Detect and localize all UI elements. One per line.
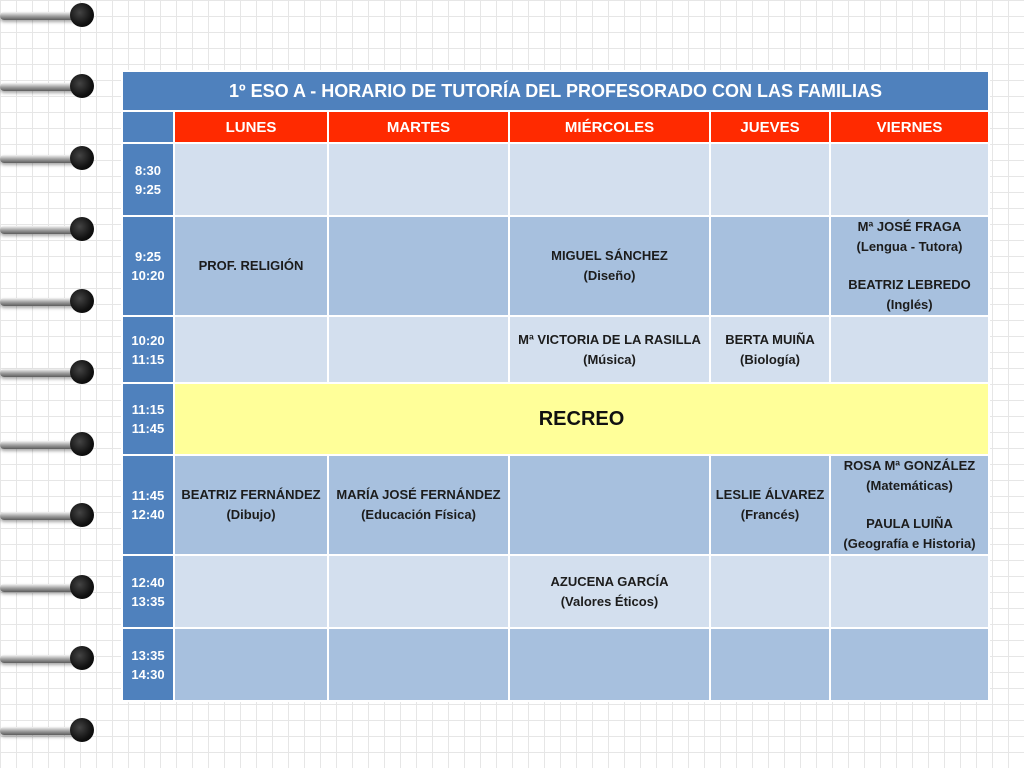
time-end: 11:45 [131,421,165,436]
teacher-name: PAULA LUIÑA [866,516,953,531]
time-start: 13:35 [131,647,165,663]
schedule-cell [710,555,830,628]
schedule-cell [830,316,989,383]
teacher-name: LESLIE ÁLVAREZ [715,487,825,502]
teacher-subject: (Educación Física) [361,507,476,522]
day-header-jueves: JUEVES [710,111,830,143]
teacher-subject: (Música) [583,351,636,367]
teacher-subject: (Geografía e Historia) [843,536,976,551]
schedule-cell [830,555,989,628]
time-slot [122,383,174,455]
teacher-subject: (Diseño) [583,268,636,283]
schedule-table [121,70,990,702]
time-end: 11:15 [131,351,165,367]
schedule-cell [830,216,989,316]
time-end: 14:30 [131,666,165,682]
schedule-cell [328,216,509,316]
binding-ring [0,216,98,246]
teacher-name: MARÍA JOSÉ FERNÁNDEZ [336,487,501,502]
time-slot [122,316,174,383]
day-header-martes: MARTES [328,111,509,143]
schedule-cell [174,555,328,628]
schedule-cell [328,143,509,216]
teacher-subject: (Biología) [740,351,800,367]
time-slot [122,455,174,555]
time-slot [122,216,174,316]
schedule-title: 1º ESO A - HORARIO DE TUTORÍA DEL PROFESORADO CON LAS FAMILIAS [122,71,989,111]
teacher-subject: (Francés) [740,507,800,522]
schedule-cell [830,143,989,216]
schedule-cell [328,555,509,628]
binding-ring [0,645,98,675]
schedule-cell [509,143,710,216]
day-header-miercoles: MIÉRCOLES [509,111,710,143]
binding-ring [0,145,98,175]
time-start: 9:25 [134,249,162,264]
schedule-cell [328,455,509,555]
binding-ring [0,288,98,318]
notebook-binding [0,0,100,768]
schedule-cell [174,316,328,383]
schedule-cell [710,216,830,316]
schedule-cell [710,316,830,383]
time-end: 13:35 [131,593,165,609]
teacher-name: MIGUEL SÁNCHEZ [551,248,668,263]
schedule-cell [509,555,710,628]
teacher-name: Mª JOSÉ FRAGA [857,219,962,234]
schedule-cell [830,455,989,555]
binding-ring [0,73,98,103]
schedule-cell [509,628,710,701]
teacher-name: AZUCENA GARCÍA [550,573,669,589]
schedule-cell [174,216,328,316]
schedule-cell [509,316,710,383]
time-slot [122,555,174,628]
time-end: 9:25 [134,181,162,197]
time-start: 10:20 [131,332,165,348]
binding-ring [0,717,98,747]
teacher-name: Mª VICTORIA DE LA RASILLA [518,331,701,347]
teacher-name: BEATRIZ FERNÁNDEZ [181,487,321,502]
schedule-cell [174,455,328,555]
day-header-viernes: VIERNES [830,111,989,143]
binding-ring [0,359,98,389]
schedule-cell [509,455,710,555]
binding-ring [0,431,98,461]
time-slot [122,143,174,216]
schedule-cell [328,628,509,701]
schedule-cell [710,628,830,701]
time-start: 11:45 [131,488,165,503]
time-start: 11:15 [131,402,165,417]
schedule-cell [710,143,830,216]
binding-ring [0,2,98,32]
schedule-cell [328,316,509,383]
teacher-name: PROF. RELIGIÓN [198,258,304,273]
teacher-subject: (Inglés) [886,297,933,312]
teacher-name: BEATRIZ LEBREDO [848,277,971,292]
time-start: 8:30 [134,162,162,178]
schedule-cell [174,628,328,701]
teacher-subject: (Valores Éticos) [560,593,659,609]
teacher-subject: (Matemáticas) [866,478,953,493]
binding-ring [0,574,98,604]
day-header-lunes: LUNES [174,111,328,143]
teacher-subject: (Dibujo) [226,507,276,522]
time-end: 10:20 [131,268,165,283]
schedule-cell [830,628,989,701]
schedule-cell [509,216,710,316]
schedule-cell [710,455,830,555]
corner-cell [122,111,174,143]
schedule-cell [174,143,328,216]
time-start: 12:40 [131,574,165,590]
teacher-subject: (Lengua - Tutora) [856,239,963,254]
teacher-name: ROSA Mª GONZÁLEZ [843,458,976,473]
binding-ring [0,502,98,532]
time-end: 12:40 [131,507,165,522]
time-slot [122,628,174,701]
recreo-break: RECREO [174,383,989,455]
teacher-name: BERTA MUIÑA [725,331,815,347]
